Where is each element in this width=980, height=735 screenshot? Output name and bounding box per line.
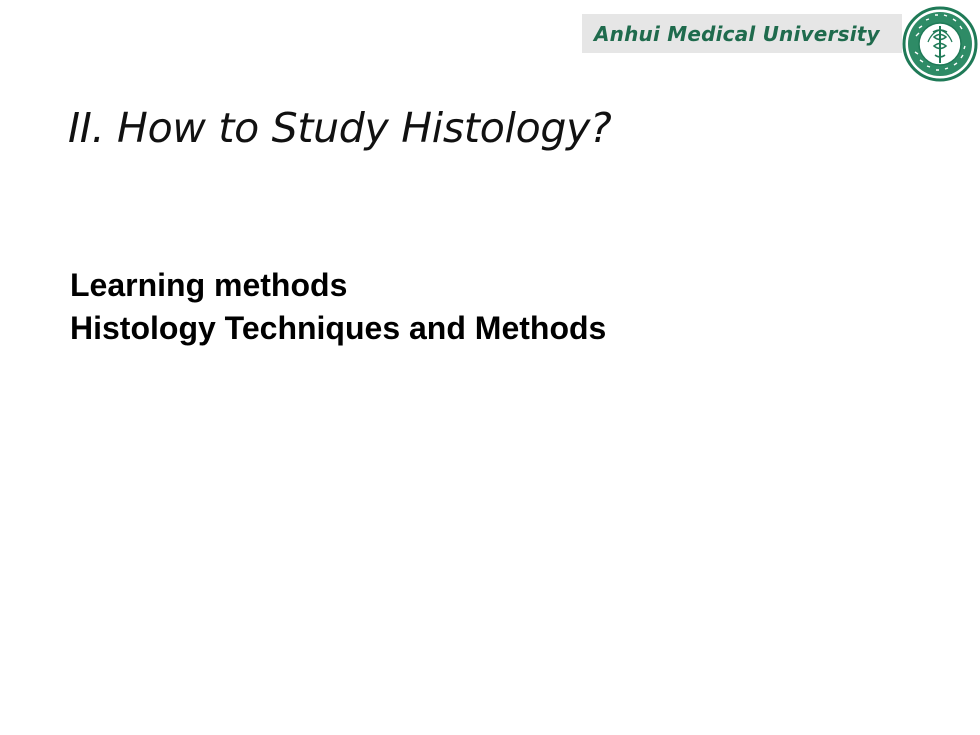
bullet-histology-techniques: Histology Techniques and Methods bbox=[70, 310, 607, 346]
bullet-list bbox=[70, 264, 606, 350]
university-name: Anhui Medical University bbox=[594, 21, 880, 46]
slide-title: II. How to Study Histology? bbox=[68, 104, 612, 152]
university-banner bbox=[582, 14, 902, 53]
bullet-learning-methods: Learning methods bbox=[70, 267, 348, 303]
university-seal-icon bbox=[902, 6, 978, 82]
